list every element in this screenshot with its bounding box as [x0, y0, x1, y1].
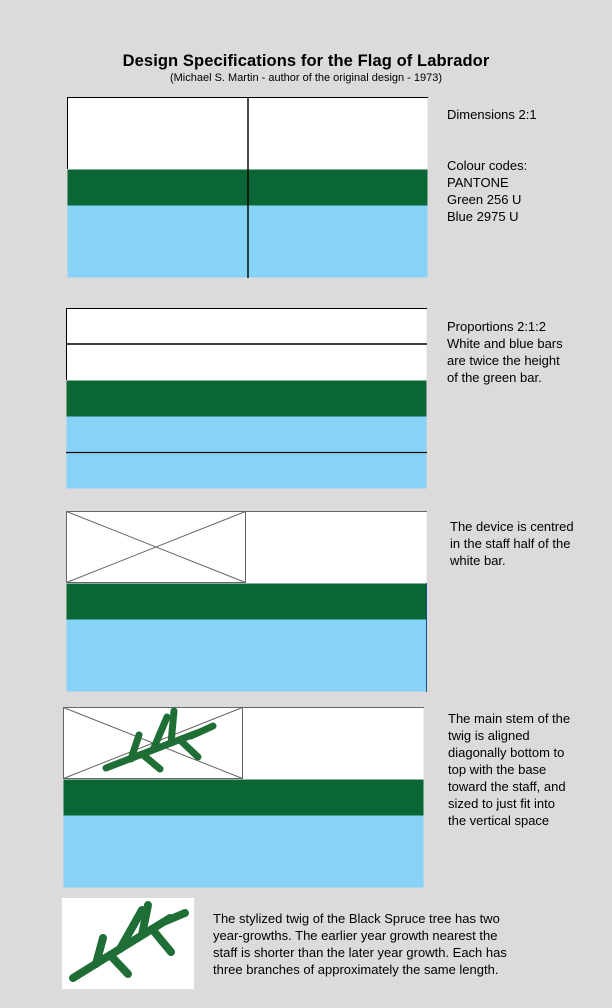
green-bar [64, 780, 424, 816]
flag-proportions-diagram [66, 308, 427, 489]
dimensions-description: Dimensions 2:1 Colour codes: PANTONE Green 256 U Blue 2975 U [447, 107, 537, 224]
twig-description: The stylized twig of the Black Spruce tree has two year-growths. The earlier year growth nearest the staff is shorter than the later year growth. Each has three branches of approximately the same length. [213, 911, 507, 977]
green-bar [67, 381, 427, 417]
twig-alignment-description: The main stem of the twig is aligned diagonally bottom to top with the base toward the staff, and sized to just fit into the vertical space [448, 711, 571, 828]
device-position-description: The device is centred in the staff half of the white bar. [450, 519, 574, 568]
flag-device-position-diagram [66, 511, 427, 692]
flag-twig-alignment-diagram [63, 707, 424, 888]
white-bar [67, 512, 427, 584]
blue-bar [67, 620, 427, 692]
page-title: Design Specifications for the Flag of Labrador [122, 52, 490, 70]
blue-bar [64, 816, 424, 888]
proportions-description: Proportions 2:1:2 White and blue bars are twice the height of the green bar. [447, 319, 563, 385]
flag-dimensions-diagram [67, 97, 428, 278]
white-bar [64, 708, 424, 780]
page-subtitle: (Michael S. Martin - author of the original design - 1973) [169, 72, 443, 84]
spruce-twig-illustration [62, 898, 194, 989]
green-bar [67, 584, 427, 620]
